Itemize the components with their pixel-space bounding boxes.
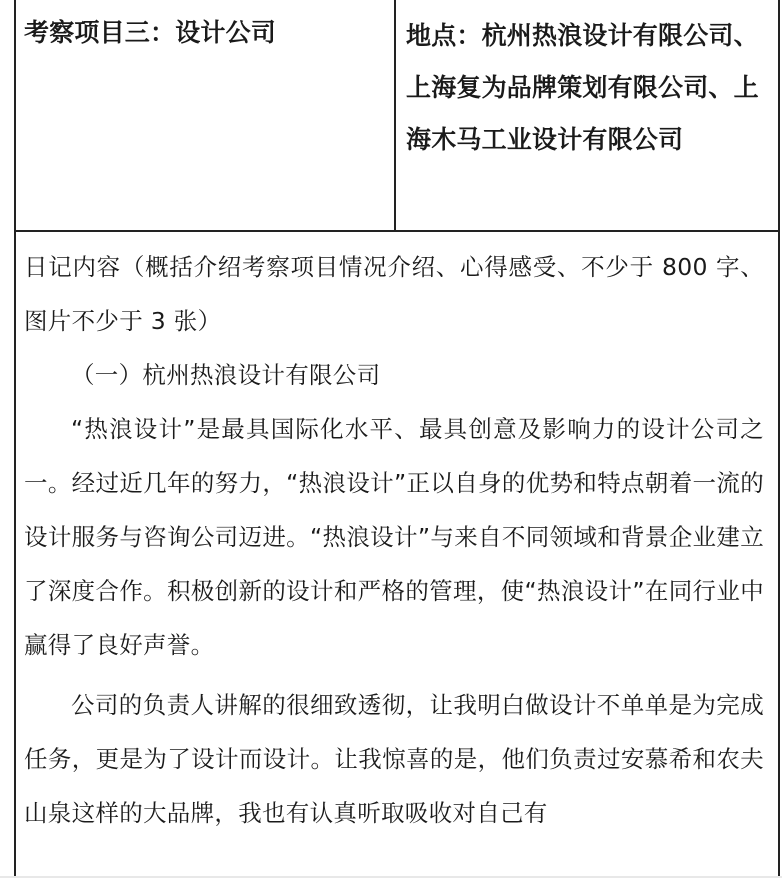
paragraph-1: “热浪设计”是最具国际化水平、最具创意及影响力的设计公司之一。经过近几年的努力，“热浪设计”正以自身的优势和特点朝着一流的设计服务与咨询公司迈进。“热浪设计”与来自不同领域和背景企业建立了深度合作。积极创新的设计和严格的管理，使“热浪设计”在同行业中赢得了良好声誉。: [24, 415, 764, 659]
project-cell: [16, 0, 396, 230]
project-title: 考察项目三：设计公司: [24, 18, 277, 47]
report-table: [14, 0, 780, 878]
header-row: [16, 0, 778, 232]
section-heading: （一）杭州热浪设计有限公司: [71, 361, 381, 389]
paragraph-2: 公司的负责人讲解的很细致透彻，让我明白做设计不单单是为完成任务，更是为了设计而设计。让我惊喜的是，他们负责过安慕希和农夫山泉这样的大品牌，我也有认真听取吸收对自己有: [24, 691, 764, 827]
location-cell: [398, 0, 778, 230]
diary-intro: 日记内容（概括介绍考察项目情况介绍、心得感受、不少于 800 字、图片不少于 3 张）: [24, 253, 764, 335]
location-text: 地点：杭州热浪设计有限公司、上海复为品牌策划有限公司、上海木马工业设计有限公司: [406, 21, 759, 154]
diary-content-cell: [16, 234, 778, 840]
